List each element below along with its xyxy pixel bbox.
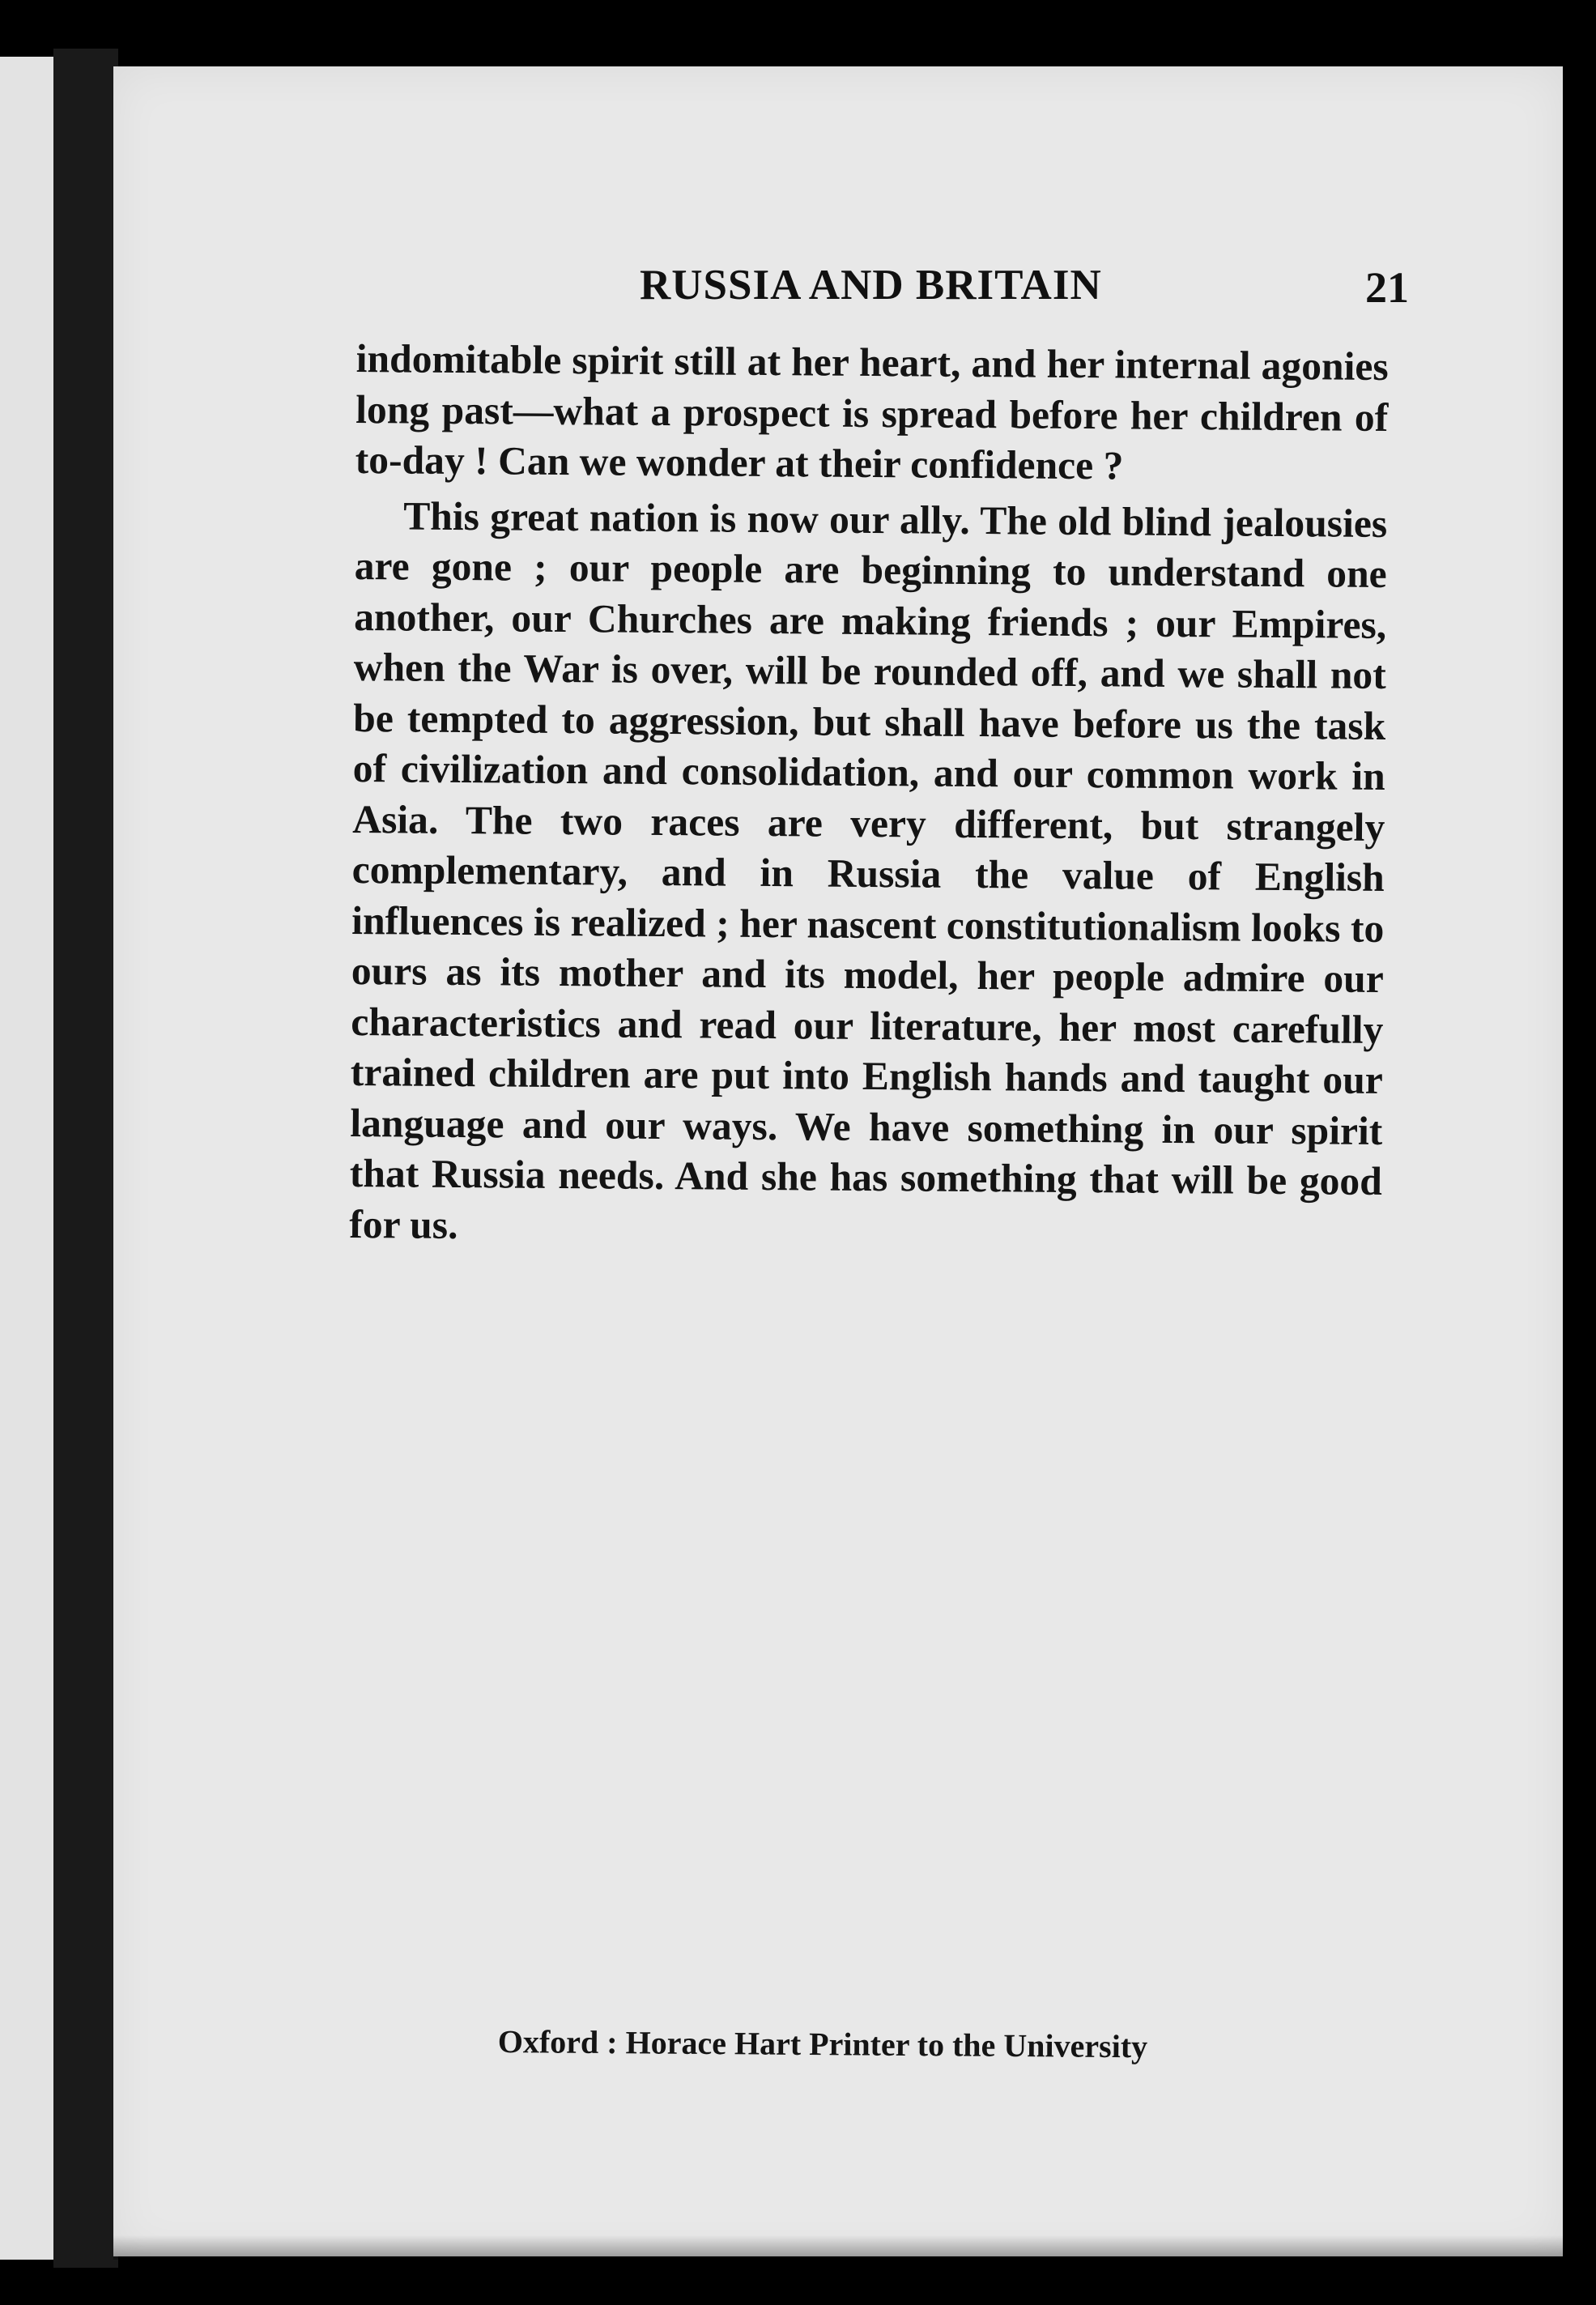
page-number: 21 — [1365, 263, 1409, 312]
book-page — [113, 66, 1563, 2256]
binding-shadow — [53, 49, 118, 2268]
adjacent-page-edge — [0, 57, 53, 2260]
page-bottom-shadow — [113, 2235, 1563, 2260]
page-header — [356, 261, 1409, 317]
paragraph-continued: indomitable spirit still at her heart, and her internal agonies long past—what a prospect is spread before her children of to-day ! Can we wonder at their confidence ? — [355, 335, 1389, 488]
printer-imprint: Oxford : Horace Hart Printer to the University — [497, 2023, 1148, 2065]
paragraph-ally: This great nation is now our ally. The old blind jealousies are gone ; our people are beginning to understand one another, our Churches are making friends ; our Empires, when the War is over, will be rounded off, and we shall not be tempted to aggression, but shall have before us the task of civilization and consolidation, and our common work in Asia. The two races are very different, but strangely complementary, and in Russia the value of English influences is realized ; her nascent constitutionalism looks to ours as its mother and its model, her people admire our characteristics and read our literature, her most carefully trained children are put into English hands and taught our language and our ways. We have something in our spirit that Russia needs. And she has something that will be good for us. — [349, 492, 1388, 1247]
body-text — [349, 334, 1389, 1258]
running-head: RUSSIA AND BRITAIN — [640, 262, 1102, 309]
